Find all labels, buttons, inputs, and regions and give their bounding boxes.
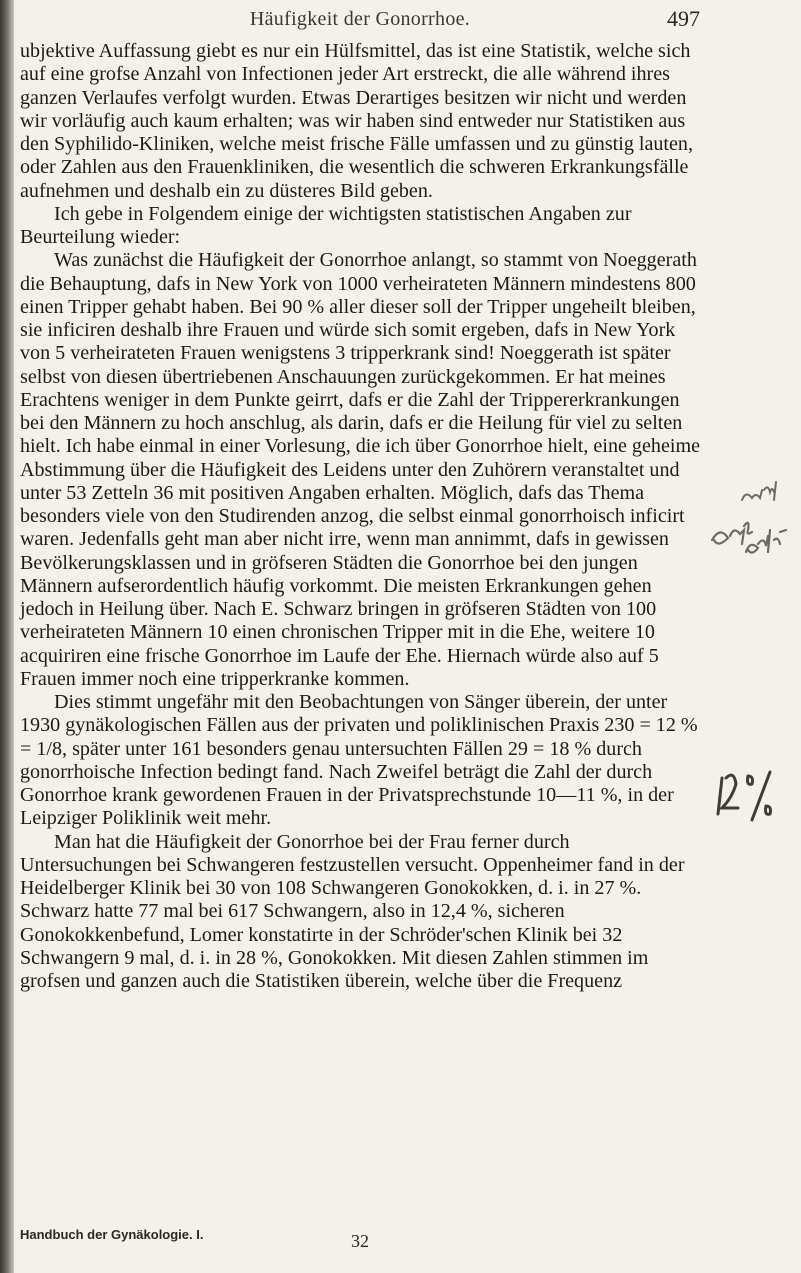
footer-source: Handbuch der Gynäkologie. I. xyxy=(20,1227,204,1242)
paragraph-1: ubjektive Auffassung giebt es nur ein Hülfsmittel, das ist eine Statistik, welche sich auf eine grofse Anzahl von Infectionen jeder Art erstreckt, die alle während ihres ganzen Verlaufes verfolgt wurden. Etwas Derartiges besitzen wir nicht und werden wir vorläufig auch kaum erhalten; was wir haben sind entweder nur Statistiken aus den Syphilido-Kliniken, welche meist frische Fälle umfassen und zu günstig lauten, oder Zahlen aus den Frauenkliniken, die wesentlich die schweren Erkrankungsfälle aufnehmen und deshalb ein zu düsteres Bild geben. xyxy=(20,40,694,202)
page-footer xyxy=(20,1227,700,1253)
running-head-title: Häufigkeit der Gonorrhoe. xyxy=(249,8,471,30)
paragraph-3: Was zunächst die Häufigkeit der Gonorrhoe anlangt, so stammt von Noeggerath die Behauptung, dafs in New York von 1000 verheirateten Männern mindestens 800 einen Tripper gehabt haben. Bei 90 % aller dieser soll der Tripper ungeheilt bleiben, sie inficiren deshalb ihre Frauen und würde sich somit ergeben, dafs in New York von 5 verheirateten Frauen wenigstens 3 tripperkrank sind! Noeggerath ist später selbst von diesen übertriebenen Anschauungen zurückgekommen. Er hat meines Erachtens weniger in dem Punkte geirrt, dafs er die Zahl der Trippererkrankungen bei den Männern zu hoch anschlug, als darin, dafs er die Heilung für viel zu selten hielt. Ich habe einmal in einer Vorlesung, die ich über Gonorrhoe hielt, eine geheime Abstimmung über die Häufigkeit des Leidens unter den Zuhörern veranstaltet und unter 53 Zetteln 36 mit positiven Angaben erhalten. Möglich, dafs das Thema besonders viele von den Studirenden anzog, die selbst einmal gonorrhoisch inficirt waren. Jedenfalls geht man aber nicht irre, wenn man annimmt, dafs in gewissen Bevölkerungsklassen und in gröfseren Städten die Gonorrhoe bei den jungen Männern aufserordentlich häufig vorkommt. Die meisten Erkrankungen gehen jedoch in Heilung über. Nach E. Schwarz bringen in gröfseren Städten von 100 verheirateten Männern 10 einen chronischen Tripper mit in die Ehe, weitere 10 acquiriren eine frische Gonorrhoe im Laufe der Ehe. Hiernach würde also auf 5 Frauen immer noch eine tripperkranke kommen. xyxy=(20,249,700,690)
page-number: 497 xyxy=(667,6,700,31)
running-head xyxy=(20,4,700,38)
handwritten-margin-note-lower xyxy=(712,768,786,824)
body-text xyxy=(20,40,700,993)
handwritten-margin-note-upper xyxy=(706,460,796,570)
paragraph-5: Man hat die Häufigkeit der Gonorrhoe bei der Frau ferner durch Untersuchungen bei Schwangeren festzustellen versucht. Oppenheimer fand in der Heidelberger Klinik bei 30 von 108 Schwangeren Gonokokken, d. i. in 27 %. Schwarz hatte 77 mal bei 617 Schwangern, also in 12,4 %, sicheren Gonokokkenbefund, Lomer konstatirte in der Schröder'schen Klinik bei 32 Schwangern 9 mal, d. i. in 28 %, Gonokokken. Mit diesen Zahlen stimmen im grofsen und ganzen auch die Statistiken überein, welche über die Frequenz xyxy=(20,830,685,992)
paragraph-2: Ich gebe in Folgendem einige der wichtigsten statistischen Angaben zur Beurteilung wieder: xyxy=(20,202,632,248)
signature-mark: 32 xyxy=(351,1231,369,1251)
paragraph-4: Dies stimmt ungefähr mit den Beobachtungen von Sänger überein, der unter 1930 gynäkologischen Fällen aus der privaten und poliklinischen Praxis 230 = 12 % = 1/8, später unter 161 besonders genau untersuchten Fällen 29 = 18 % durch gonorrhoische Infection bedingt fand. Nach Zweifel beträgt die Zahl der durch Gonorrhoe krank gewordenen Frauen in der Privatsprechstunde 10—11 %, in der Leipziger Poliklinik weit mehr. xyxy=(20,691,698,830)
